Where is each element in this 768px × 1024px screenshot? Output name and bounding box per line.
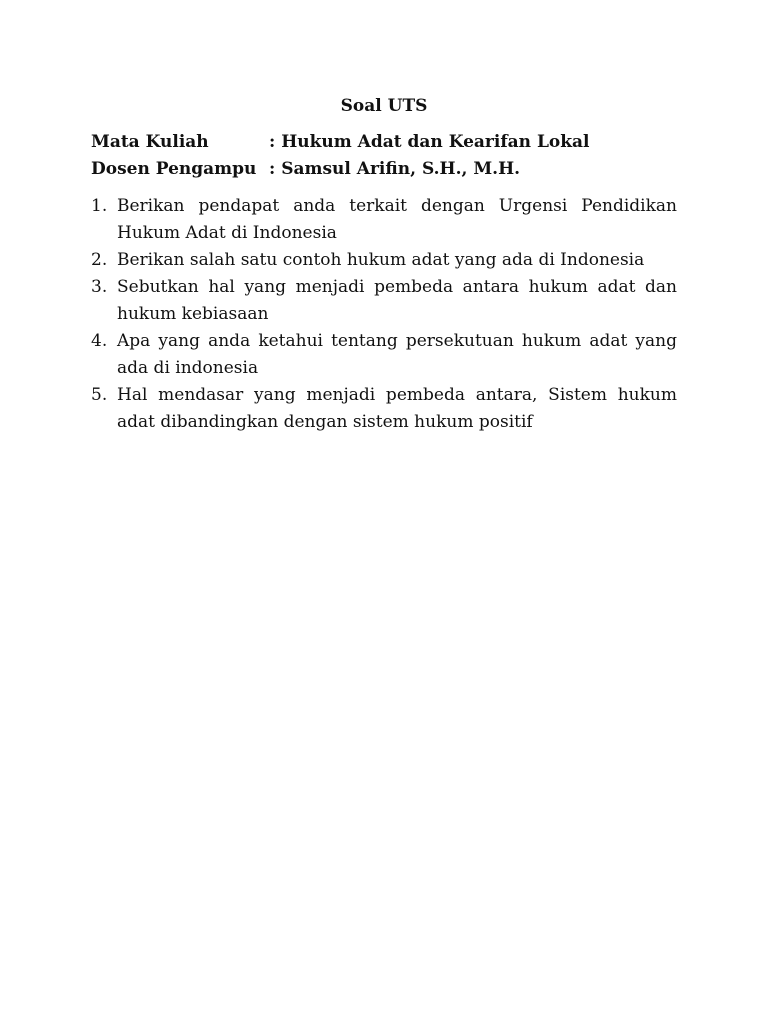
question-text: Berikan salah satu contoh hukum adat yang ada di Indonesia: [117, 250, 645, 270]
question-text: Berikan pendapat anda terkait dengan Urgensi Pendidikan Hukum Adat di Indonesia: [117, 196, 677, 243]
question-item: [91, 328, 677, 382]
question-item: [91, 193, 677, 247]
document-title: Soal UTS: [340, 96, 428, 116]
question-number: 4.: [91, 331, 108, 351]
course-label: Mata Kuliah: [91, 132, 209, 152]
question-item: [91, 382, 677, 436]
question-list: [91, 193, 677, 436]
question-text: Apa yang anda ketahui tentang persekutuan hukum adat yang ada di indonesia: [117, 331, 677, 378]
question-item: [91, 247, 677, 274]
question-item: [91, 274, 677, 328]
question-number: 5.: [91, 385, 108, 405]
question-text: Hal mendasar yang menjadi pembeda antara, Sistem hukum adat dibandingkan dengan sistem hukum positif: [117, 385, 677, 432]
question-number: 1.: [91, 196, 108, 216]
question-number: 3.: [91, 277, 108, 297]
lecturer-row: [91, 156, 590, 183]
course-row: [91, 129, 590, 156]
question-number: 2.: [91, 250, 108, 270]
question-text: Sebutkan hal yang menjadi pembeda antara hukum adat dan hukum kebiasaan: [117, 277, 677, 324]
course-info-block: [91, 129, 590, 183]
lecturer-value: : Samsul Arifin, S.H., M.H.: [269, 159, 521, 179]
lecturer-label: Dosen Pengampu: [91, 159, 257, 179]
course-value: : Hukum Adat dan Kearifan Lokal: [269, 132, 590, 152]
